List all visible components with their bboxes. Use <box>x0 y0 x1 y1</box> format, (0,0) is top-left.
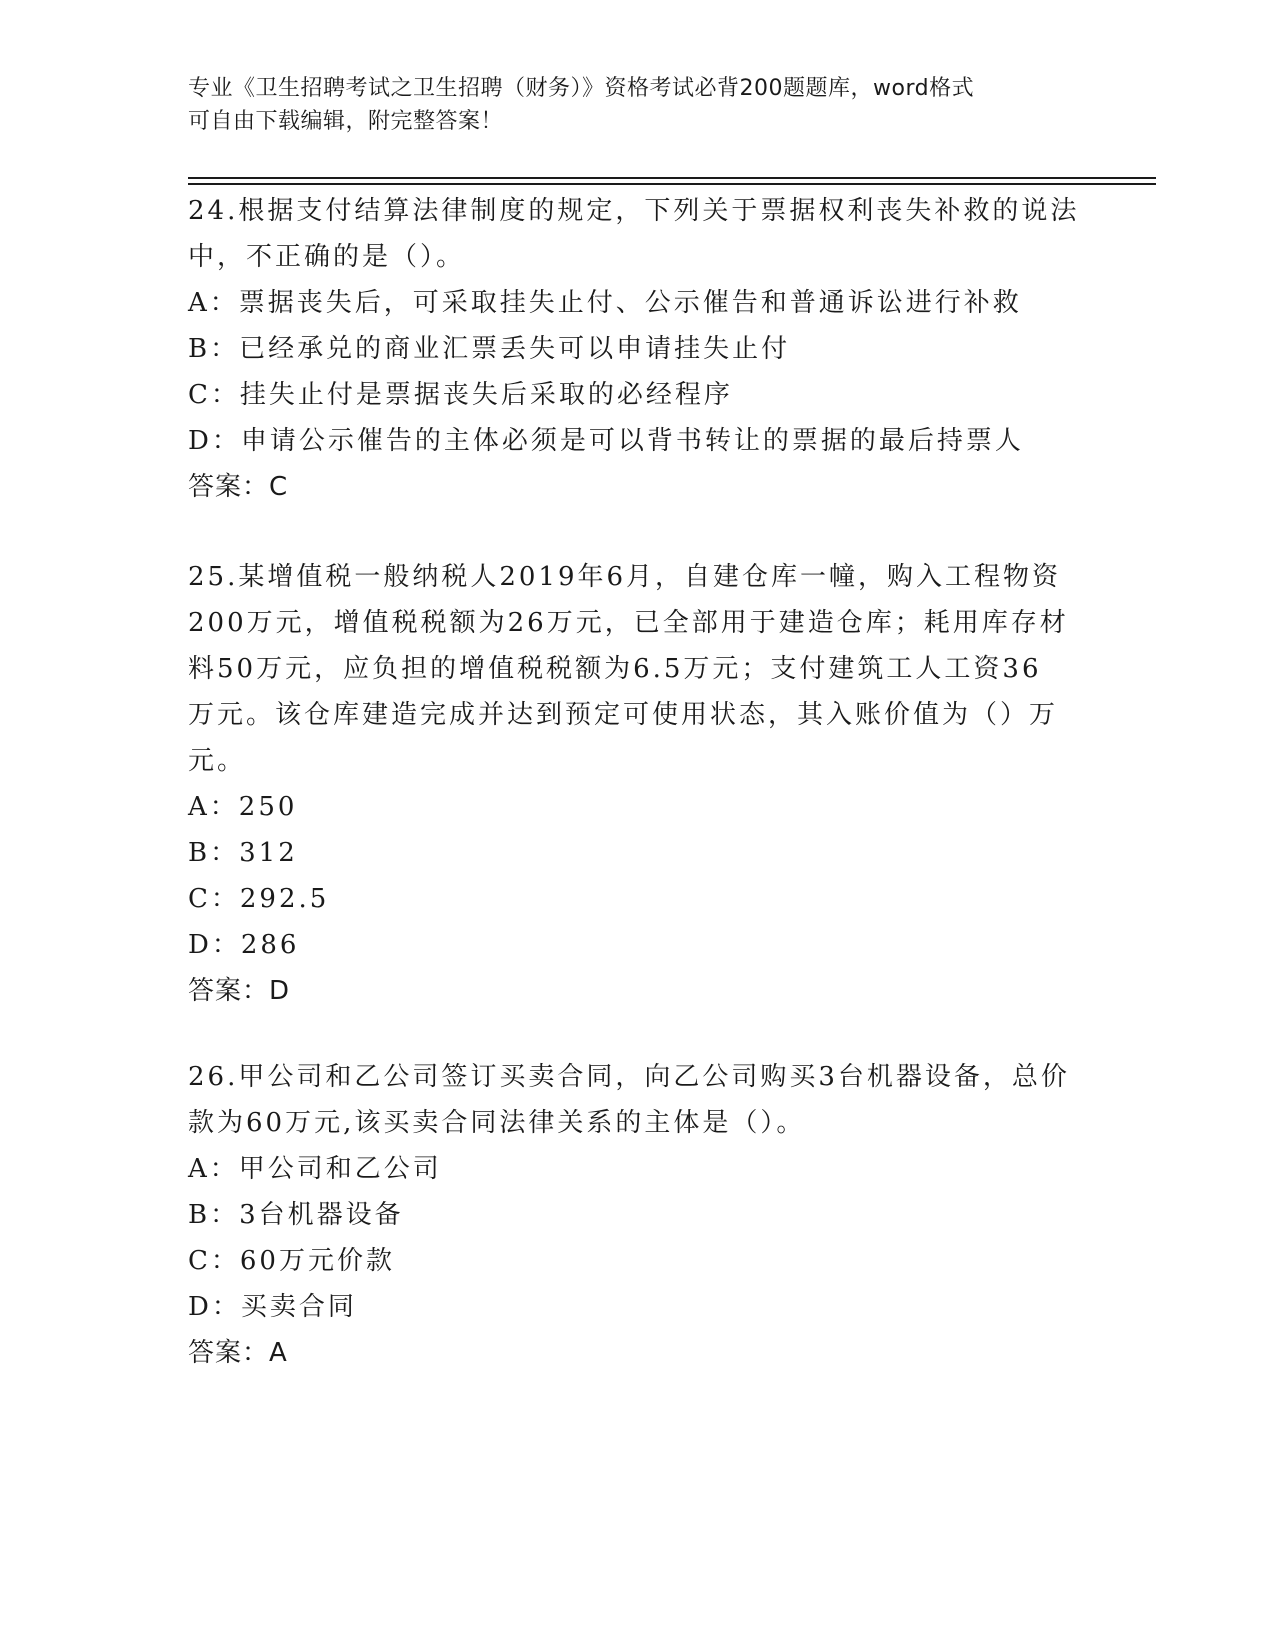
question-25 <box>188 554 1088 1014</box>
option-a: A：250 <box>188 792 298 822</box>
question-stem-line: 200万元，增值税税额为26万元，已全部用于建造仓库；耗用库存材 <box>188 608 1069 638</box>
option-c: C：292.5 <box>188 884 330 914</box>
question-26 <box>188 1054 1088 1376</box>
header-divider-top <box>188 177 1156 179</box>
option-a: A：甲公司和乙公司 <box>188 1154 442 1184</box>
header-divider-bottom <box>188 183 1156 185</box>
option-d: D：286 <box>188 930 300 960</box>
document-header <box>188 72 1088 138</box>
option-a: A：票据丧失后，可采取挂失止付、公示催告和普通诉讼进行补救 <box>188 288 1022 318</box>
answer-label: 答案：D <box>188 976 291 1006</box>
question-stem-line: 款为60万元,该买卖合同法律关系的主体是（）。 <box>188 1108 806 1138</box>
option-b: B：312 <box>188 838 298 868</box>
answer-label: 答案：A <box>188 1338 288 1368</box>
question-stem-line: 26.甲公司和乙公司签订买卖合同，向乙公司购买3台机器设备，总价 <box>188 1062 1070 1092</box>
header-line-1: 专业《卫生招聘考试之卫生招聘（财务）》资格考试必背200题题库，word格式 <box>188 76 975 101</box>
question-stem-line: 25.某增值税一般纳税人2019年6月，自建仓库一幢，购入工程物资 <box>188 562 1062 592</box>
question-24 <box>188 188 1088 510</box>
question-stem-line: 万元。该仓库建造完成并达到预定可使用状态，其入账价值为（）万 <box>188 700 1059 730</box>
header-line-2: 可自由下载编辑，附完整答案！ <box>188 109 504 134</box>
question-stem-line: 24.根据支付结算法律制度的规定，下列关于票据权利丧失补救的说法 <box>188 196 1080 226</box>
option-b: B：已经承兑的商业汇票丢失可以申请挂失止付 <box>188 334 791 364</box>
option-d: D：买卖合同 <box>188 1292 357 1322</box>
question-stem-line: 元。 <box>188 746 247 776</box>
question-stem-line: 料50万元，应负担的增值税税额为6.5万元；支付建筑工人工资36 <box>188 654 1042 684</box>
option-c: C：挂失止付是票据丧失后采取的必经程序 <box>188 380 733 410</box>
option-b: B：3台机器设备 <box>188 1200 404 1230</box>
option-c: C：60万元价款 <box>188 1246 395 1276</box>
answer-label: 答案：C <box>188 472 289 502</box>
option-d: D：申请公示催告的主体必须是可以背书转让的票据的最后持票人 <box>188 426 1024 456</box>
question-stem-line: 中，不正确的是（）。 <box>188 242 466 272</box>
